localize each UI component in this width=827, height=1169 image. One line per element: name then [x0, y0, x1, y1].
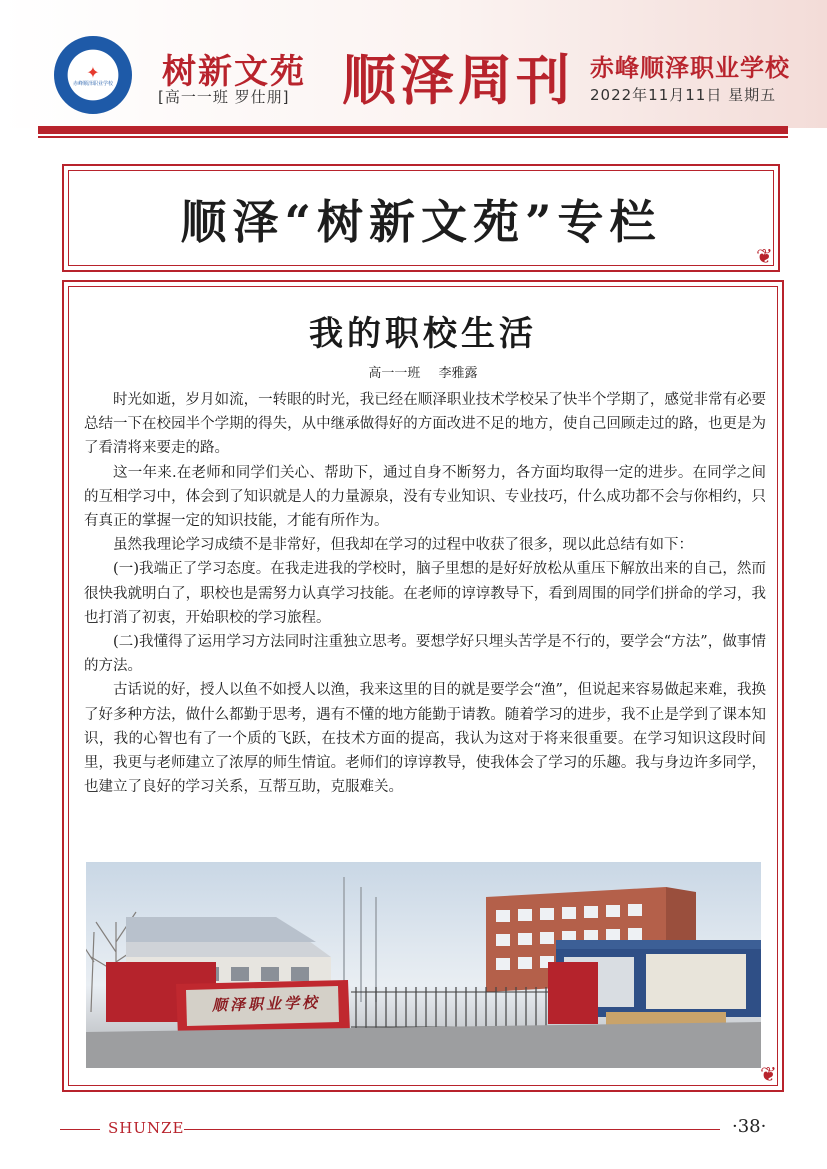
page-number: ·38· — [732, 1116, 767, 1137]
header-rule-thin — [38, 136, 788, 138]
corner-ornament-icon: ❦ — [756, 244, 773, 268]
paragraph: 古话说的好，授人以鱼不如授人以渔，我来这里的目的就是要学会“渔”，但说起来容易做起来难，我换了好多种方法，做什么都勤于思考，遇有不懂的地方能勤于请教。随着学习的进步，我不止是学到了课本知识，我的心智也有了一个质的飞跃，在技术方面的提高，我认为这对于将来很重要。在学习知识这段时间里，我更与老师建立了浓厚的师生情谊。老师们的谆谆教导，使我体会了学习的乐趣。我与身边许多同学，也建立了良好的学习关系，互帮互助，克服难关。 — [84, 682, 766, 796]
school-gate-photo — [86, 862, 761, 1068]
logo-text: 赤峰顺泽职业学校 — [72, 81, 113, 87]
footer-rule — [184, 1129, 720, 1130]
article-byline: 高一一班 李雅露 — [368, 366, 478, 381]
column-author: [高一一班 罗仕朋] — [158, 88, 290, 106]
paragraph: (二)我懂得了运用学习方法同时注重独立思考。要想学好只埋头苦学是不行的，要学会“方法”，做事情的方法。 — [84, 634, 766, 675]
paragraph: 这一年来.在老师和同学们关心、帮助下，通过自身不断努力，各方面均取得一定的进步。在同学之间的互相学习中，体会到了知识就是人的力量源泉，没有专业知识、专业技巧，什么成功都不会与你相约，只有真正的掌握一定的知识技能，才能有所作为。 — [84, 464, 766, 530]
footer-rule-left — [60, 1129, 100, 1130]
school-gate-illustration — [86, 862, 761, 1068]
issue-date: 2022年11月11日 星期五 — [590, 86, 777, 104]
article-title: 我的职校生活 — [309, 314, 537, 354]
school-logo — [54, 36, 132, 114]
logo-people-icon: ✦ — [86, 63, 100, 82]
gate-sign-text: 顺泽职业学校 — [211, 993, 321, 1015]
paragraph: (一)我端正了学习态度。在我走进我的学校时，脑子里想的是好好放松从重压下解放出来的自己，然而很快我就明白了，职校也是需努力认真学习技能。在老师的谆谆教导下，看到周围的同学们拼命的学习，我也打消了初衷，开始职校的学习旅程。 — [84, 561, 766, 626]
corner-ornament-bottom-icon: ❦ — [760, 1062, 777, 1086]
paper-name: 顺泽周刊 — [342, 48, 574, 112]
footer-brand: SHUNZE — [108, 1119, 185, 1137]
school-name: 赤峰顺泽职业学校 — [590, 54, 790, 82]
logo-center — [70, 52, 116, 98]
article-body — [84, 388, 766, 799]
column-name: 树新文苑 — [162, 52, 306, 92]
paragraph: 时光如逝，岁月如流，一转眼的时光，我已经在顺泽职业技术学校呆了快半个学期了，感觉非常有必要总结一下在校园半个学期的得失，从中继承做得好的方面改进不足的地方，使自己回顾走过的路，也更是为了看清将来要走的路。 — [84, 392, 766, 457]
header-rule — [38, 126, 788, 134]
column-title: 顺泽“树新文苑”专栏 — [180, 195, 662, 249]
paragraph: 虽然我理论学习成绩不是非常好，但我却在学习的过程中收获了很多，现以此总结有如下： — [113, 537, 693, 554]
